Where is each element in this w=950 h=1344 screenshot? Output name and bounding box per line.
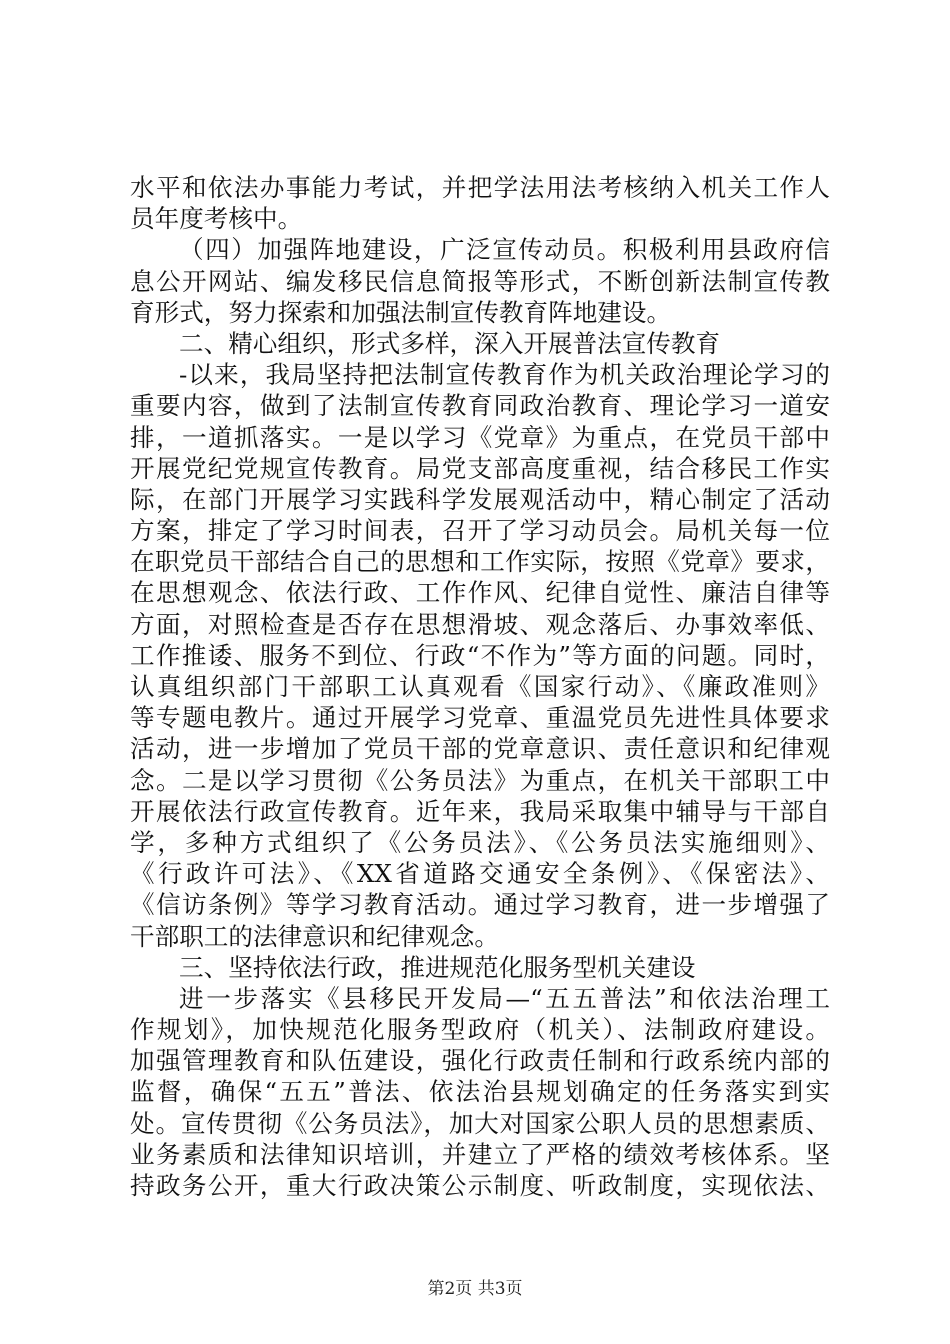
paragraph-start-line: （四）加强阵地建设，广泛宣传动员。积极利用县政府信 <box>179 235 830 265</box>
section-heading-3: 三、坚持依法行政，推进规范化服务型机关建设 <box>179 952 696 982</box>
page-footer <box>0 1279 950 1299</box>
text-line: 在思想观念、依法行政、工作作风、纪律自觉性、廉洁自律等 <box>130 578 830 608</box>
text-line: 方案，排定了学习时间表，召开了学习动员会。局机关每一位 <box>130 516 830 546</box>
text-line: 处。宣传贯彻《公务员法》，加大对国家公职人员的思想素质、 <box>130 1108 830 1138</box>
text-line: 育形式，努力探索和加强法制宣传教育阵地建设。 <box>130 297 672 327</box>
text-line: 学，多种方式组织了《公务员法》、《公务员法实施细则》、 <box>130 827 830 857</box>
text-line: 干部职工的法律意识和纪律观念。 <box>130 921 499 951</box>
text-line: 员年度考核中。 <box>130 204 303 234</box>
text-line: 排，一道抓落实。一是以学习《党章》为重点，在党员干部中 <box>130 422 830 452</box>
text-line: 等专题电教片。通过开展学习党章、重温党员先进性具体要求 <box>130 703 830 733</box>
text-line: 开展依法行政宣传教育。近年来，我局采取集中辅导与干部自 <box>130 796 830 826</box>
text-line: 《行政许可法》、《XX省道路交通安全条例》、《保密法》、 <box>130 859 830 889</box>
text-line: 持政务公开，重大行政决策公示制度、听政制度，实现依法、 <box>130 1171 830 1200</box>
text-line: 工作推诿、服务不到位、行政“不作为”等方面的问题。同时， <box>130 640 830 670</box>
text-line: 在职党员干部结合自己的思想和工作实际，按照《党章》要求， <box>130 547 830 577</box>
page-number-label: 第2页 共3页 <box>427 1279 523 1299</box>
paragraph-start-line: 进一步落实《县移民开发局—“五五普法”和依法治理工 <box>179 983 830 1013</box>
body-text <box>130 172 830 1201</box>
text-line: 息公开网站、编发移民信息简报等形式，不断创新法制宣传教 <box>130 266 830 296</box>
text-line: 念。二是以学习贯彻《公务员法》为重点，在机关干部职工中 <box>130 765 830 795</box>
text-line: 水平和依法办事能力考试，并把学法用法考核纳入机关工作人 <box>130 173 830 202</box>
text-line: 活动，进一步增加了党员干部的党章意识、责任意识和纪律观 <box>130 734 830 764</box>
paragraph-start-line: -以来，我局坚持把法制宣传教育作为机关政治理论学习的 <box>179 360 830 390</box>
text-line: 际，在部门开展学习实践科学发展观活动中，精心制定了活动 <box>130 484 830 514</box>
section-heading-2: 二、精心组织，形式多样，深入开展普法宣传教育 <box>179 328 721 358</box>
text-line: 《信访条例》等学习教育活动。通过学习教育，进一步增强了 <box>130 890 830 920</box>
text-line: 加强管理教育和队伍建设，强化行政责任制和行政系统内部的 <box>130 1046 830 1076</box>
text-line: 开展党纪党规宣传教育。局党支部高度重视，结合移民工作实 <box>130 453 830 483</box>
text-line: 认真组织部门干部职工认真观看《国家行动》、《廉政准则》 <box>130 672 830 701</box>
text-line: 业务素质和法律知识培训，并建立了严格的绩效考核体系。坚 <box>130 1139 830 1169</box>
text-line: 重要内容，做到了法制宣传教育同政治教育、理论学习一道安 <box>130 391 830 421</box>
text-line: 方面，对照检查是否存在思想滑坡、观念落后、办事效率低、 <box>130 609 830 639</box>
text-line: 监督，确保“五五”普法、依法治县规划确定的任务落实到实 <box>130 1077 830 1107</box>
text-line: 作规划》，加快规范化服务型政府（机关）、法制政府建设。 <box>130 1015 830 1045</box>
